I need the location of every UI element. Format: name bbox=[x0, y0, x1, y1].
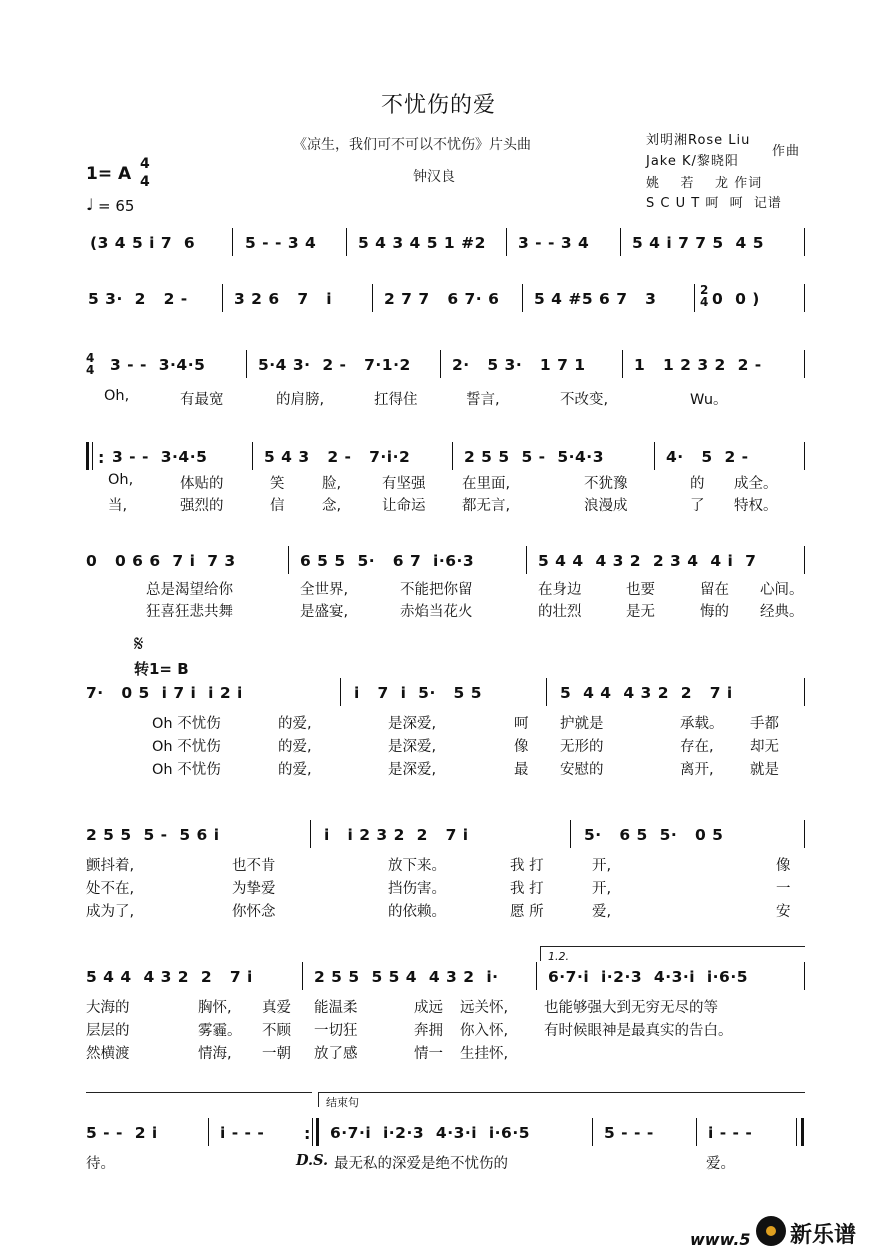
measure: 5 4 3 2 - 7·i·2 bbox=[264, 448, 411, 466]
repeat-end bbox=[312, 1118, 313, 1146]
barline bbox=[222, 284, 223, 312]
barline bbox=[804, 228, 805, 256]
measure: 4· 5 2 - bbox=[666, 448, 749, 466]
barline bbox=[804, 442, 805, 470]
lyric: 我 打 bbox=[510, 858, 544, 874]
barline bbox=[654, 442, 655, 470]
measure: 5 4 3 4 5 1 #2 bbox=[358, 234, 486, 252]
measure: i 7 i 5· 5 5 bbox=[354, 684, 483, 702]
lyric: 雾霾。 bbox=[198, 1023, 242, 1039]
repeat-end bbox=[316, 1118, 319, 1146]
lyric: 成远 bbox=[414, 1000, 443, 1016]
lyric: 有时候眼神是最真实的告白。 bbox=[544, 1023, 733, 1039]
measure: 5· 6 5 5· 0 5 bbox=[584, 826, 724, 844]
lyric: 的爱, bbox=[278, 762, 312, 778]
time-sig-top: 4 bbox=[140, 156, 150, 172]
lyric: 你入怀, bbox=[460, 1023, 509, 1039]
lyric: 的爱, bbox=[278, 716, 312, 732]
lyric: 成为了, bbox=[86, 904, 135, 920]
time-sig-bottom: 4 bbox=[140, 174, 150, 190]
measure: 6·7·i i·2·3 4·3·i i·6·5 bbox=[548, 968, 749, 986]
barline bbox=[804, 962, 805, 990]
measure: 5·4 3· 2 - 7·1·2 bbox=[258, 356, 411, 374]
lyric: 远关怀, bbox=[460, 1000, 509, 1016]
lyric: 安慰的 bbox=[560, 762, 604, 778]
lyric: 留在 bbox=[700, 582, 729, 598]
barline bbox=[570, 820, 571, 848]
lyric: 一朝 bbox=[262, 1046, 291, 1062]
lyric: 心间。 bbox=[760, 582, 804, 598]
lyric: 情一 bbox=[414, 1046, 443, 1062]
barline bbox=[506, 228, 507, 256]
measure: 6 5 5 5· 6 7 i·6·3 bbox=[300, 552, 475, 570]
lyric: 的 bbox=[690, 476, 705, 492]
lyric: 愿 所 bbox=[510, 904, 544, 920]
measure: (3 4 5 i 7 6 bbox=[90, 234, 196, 252]
lyric: 赤焰当花火 bbox=[400, 604, 473, 620]
transcriber: S C U T 呵 呵 记谱 bbox=[646, 196, 782, 211]
lyric: Oh 不忧伤 bbox=[152, 739, 221, 755]
measure: 7· 0 5 i 7 i i 2 i bbox=[86, 684, 243, 702]
lyric: 大海的 bbox=[86, 1000, 130, 1016]
lyric: 不改变, bbox=[560, 392, 609, 408]
logo-icon bbox=[756, 1216, 786, 1246]
lyric: 像 bbox=[776, 858, 791, 874]
tempo-note-icon: ♩ bbox=[86, 195, 94, 214]
final-barline bbox=[801, 1118, 804, 1146]
segno-icon: 𝄋 bbox=[134, 632, 144, 657]
lyric: 是深爱, bbox=[388, 739, 437, 755]
lyric: 安 bbox=[776, 904, 791, 920]
lyric: 待。 bbox=[86, 1156, 115, 1172]
ending-label: 结束句 bbox=[326, 1096, 359, 1109]
lyric: 也不肯 bbox=[232, 858, 276, 874]
lyric: 我 打 bbox=[510, 881, 544, 897]
measure: 0 0 ) bbox=[712, 290, 760, 308]
lyric: 能温柔 bbox=[314, 1000, 358, 1016]
subtitle: 《凉生，我们可不可以不忧伤》片头曲 bbox=[293, 137, 531, 153]
measure: 5 4 i 7 7 5 4 5 bbox=[632, 234, 764, 252]
barline bbox=[804, 678, 805, 706]
lyric: 颤抖着, bbox=[86, 858, 135, 874]
lyric: 开, bbox=[592, 858, 612, 874]
lyric: 总是渴望给你 bbox=[146, 582, 233, 598]
lyric: Oh, bbox=[104, 388, 130, 404]
barline bbox=[310, 820, 311, 848]
measure: 3 - - 3·4·5 bbox=[112, 448, 208, 466]
repeat-dots: : bbox=[304, 1124, 311, 1143]
lyric: 承载。 bbox=[680, 716, 724, 732]
site-url[interactable]: www.5 bbox=[690, 1230, 751, 1249]
lyric: 经典。 bbox=[760, 604, 804, 620]
lyric: 最无私的深爱是绝不忧伤的 bbox=[334, 1156, 508, 1172]
lyric: 放下来。 bbox=[388, 858, 446, 874]
measure: 5 4 4 4 3 2 2 7 i bbox=[560, 684, 733, 702]
lyric: 是深爱, bbox=[388, 716, 437, 732]
measure: 0 0 6 6 7 i 7 3 bbox=[86, 552, 236, 570]
lyric: 爱。 bbox=[706, 1156, 735, 1172]
lyric: 像 bbox=[514, 739, 529, 755]
lyric: 呵 bbox=[514, 716, 529, 732]
measure: 5 4 #5 6 7 3 bbox=[534, 290, 657, 308]
barline bbox=[694, 284, 695, 312]
lyric: 悔的 bbox=[700, 604, 729, 620]
ending-bracket bbox=[318, 1092, 805, 1107]
measure: 3 2 6 7 i bbox=[234, 290, 333, 308]
measure: 2 5 5 5 5 4 4 3 2 i· bbox=[314, 968, 499, 986]
lyric: 却无 bbox=[750, 739, 779, 755]
lyric: 的壮烈 bbox=[538, 604, 582, 620]
lyric: 的肩膀, bbox=[276, 392, 325, 408]
measure: 3 - - 3 4 bbox=[518, 234, 590, 252]
lyric: 有最宽 bbox=[180, 392, 224, 408]
lyric: 层层的 bbox=[86, 1023, 130, 1039]
lyric: 念, bbox=[322, 498, 342, 514]
measure: 5 3· 2 2 - bbox=[88, 290, 188, 308]
barline bbox=[804, 820, 805, 848]
lyric: 也能够强大到无穷无尽的等 bbox=[544, 1000, 718, 1016]
measure: i i 2 3 2 2 7 i bbox=[324, 826, 469, 844]
lyric: 护就是 bbox=[560, 716, 604, 732]
lyric: 全世界, bbox=[300, 582, 349, 598]
lyric: 最 bbox=[514, 762, 529, 778]
measure: 5 - - 2 i bbox=[86, 1124, 158, 1142]
lyric: 存在, bbox=[680, 739, 714, 755]
lyric: 你怀念 bbox=[232, 904, 276, 920]
tempo-marking: = 65 bbox=[98, 197, 135, 215]
lyric: 挡伤害。 bbox=[388, 881, 446, 897]
lyric: 在身边 bbox=[538, 582, 582, 598]
lyric: 脸, bbox=[322, 476, 342, 492]
lyric: 的依赖。 bbox=[388, 904, 446, 920]
lyric: 情海, bbox=[198, 1046, 232, 1062]
modulation: 转1= B bbox=[134, 660, 189, 678]
song-title: 不忧伤的爱 bbox=[381, 93, 497, 118]
lyric: 强烈的 bbox=[180, 498, 224, 514]
lyric: 都无言, bbox=[462, 498, 511, 514]
volta-label: 1.2. bbox=[548, 950, 569, 963]
lyric: 狂喜狂悲共舞 bbox=[146, 604, 233, 620]
lyric: 体贴的 bbox=[180, 476, 224, 492]
lyric: 然横渡 bbox=[86, 1046, 130, 1062]
barline bbox=[592, 1118, 593, 1146]
lyric: 一切狂 bbox=[314, 1023, 358, 1039]
lyric: 让命运 bbox=[382, 498, 426, 514]
measure: 5 4 4 4 3 2 2 3 4 4 i 7 bbox=[538, 552, 757, 570]
barline bbox=[252, 442, 253, 470]
volta-bracket bbox=[86, 1092, 312, 1107]
singer: 钟汉良 bbox=[413, 169, 455, 185]
lyric: Wu。 bbox=[690, 392, 728, 408]
lyric: 不犹豫 bbox=[584, 476, 628, 492]
key-signature: 1= A bbox=[86, 164, 132, 184]
lyric: 的爱, bbox=[278, 739, 312, 755]
barline bbox=[208, 1118, 209, 1146]
barline bbox=[536, 962, 537, 990]
barline bbox=[346, 228, 347, 256]
lyric: 在里面, bbox=[462, 476, 511, 492]
lyric: 信 bbox=[270, 498, 285, 514]
lyric: 笑 bbox=[270, 476, 285, 492]
measure: 2· 5 3· 1 7 1 bbox=[452, 356, 586, 374]
lyric: 特权。 bbox=[734, 498, 778, 514]
barline bbox=[246, 350, 247, 378]
measure: 6·7·i i·2·3 4·3·i i·6·5 bbox=[330, 1124, 531, 1142]
barline bbox=[288, 546, 289, 574]
composer-names: 刘明湘Rose Liu Jake K/黎晓阳 bbox=[646, 133, 751, 169]
lyric: 是深爱, bbox=[388, 762, 437, 778]
lyric: 是无 bbox=[626, 604, 655, 620]
barline bbox=[440, 350, 441, 378]
barline bbox=[696, 1118, 697, 1146]
lyric: 开, bbox=[592, 881, 612, 897]
barline bbox=[620, 228, 621, 256]
barline bbox=[522, 284, 523, 312]
barline bbox=[340, 678, 341, 706]
lyric: 有坚强 bbox=[382, 476, 426, 492]
barline bbox=[452, 442, 453, 470]
final-barline bbox=[796, 1118, 797, 1146]
lyric: 当, bbox=[108, 498, 128, 514]
lyric: 了 bbox=[690, 498, 705, 514]
ds-marking: D.S. bbox=[296, 1152, 329, 1169]
lyric: 为挚爱 bbox=[232, 881, 276, 897]
lyric: 扛得住 bbox=[374, 392, 418, 408]
time-sig-change: 2 4 bbox=[700, 283, 709, 309]
lyric: 无形的 bbox=[560, 739, 604, 755]
measure: 5 - - 3 4 bbox=[245, 234, 317, 252]
barline bbox=[546, 678, 547, 706]
lyric: 是盛宴, bbox=[300, 604, 349, 620]
measure: 5 - - - bbox=[604, 1124, 654, 1142]
lyric: 放了感 bbox=[314, 1046, 358, 1062]
measure: 5 4 4 4 3 2 2 7 i bbox=[86, 968, 253, 986]
lyric: 胸怀, bbox=[198, 1000, 232, 1016]
lyricist: 姚 若 龙 作词 bbox=[646, 176, 763, 191]
measure: 3 - - 3·4·5 bbox=[110, 356, 206, 374]
lyric: 也要 bbox=[626, 582, 655, 598]
barline bbox=[804, 284, 805, 312]
volta-bracket bbox=[540, 946, 805, 961]
lyric: 手都 bbox=[750, 716, 779, 732]
time-sig: 4 4 bbox=[86, 351, 95, 377]
lyric: 一 bbox=[776, 881, 791, 897]
logo-text: 新乐谱 bbox=[790, 1223, 857, 1248]
lyric: 爱, bbox=[592, 904, 612, 920]
barline bbox=[372, 284, 373, 312]
barline bbox=[526, 546, 527, 574]
repeat-start bbox=[86, 442, 89, 470]
lyric: 真爱 bbox=[262, 1000, 291, 1016]
lyric: Oh, bbox=[108, 472, 134, 488]
lyric: Oh 不忧伤 bbox=[152, 762, 221, 778]
barline bbox=[232, 228, 233, 256]
lyric: 生挂怀, bbox=[460, 1046, 509, 1062]
measure: i - - - bbox=[708, 1124, 753, 1142]
lyric: 处不在, bbox=[86, 881, 135, 897]
lyric: Oh 不忧伤 bbox=[152, 716, 221, 732]
lyric: 就是 bbox=[750, 762, 779, 778]
lyric: 浪漫成 bbox=[584, 498, 628, 514]
repeat-dots: : bbox=[98, 448, 105, 467]
measure: 2 5 5 5 - 5·4·3 bbox=[464, 448, 604, 466]
lyric: 不顾 bbox=[262, 1023, 291, 1039]
barline bbox=[804, 350, 805, 378]
lyric: 奔拥 bbox=[414, 1023, 443, 1039]
barline bbox=[622, 350, 623, 378]
barline bbox=[804, 546, 805, 574]
measure: 2 5 5 5 - 5 6 i bbox=[86, 826, 220, 844]
lyric: 成全。 bbox=[734, 476, 778, 492]
lyric: 不能把你留 bbox=[400, 582, 473, 598]
lyric: 誓言, bbox=[466, 392, 500, 408]
measure: i - - - bbox=[220, 1124, 265, 1142]
composer-role: 作曲 bbox=[772, 144, 801, 159]
barline bbox=[92, 442, 93, 470]
measure: 1 1 2 3 2 2 - bbox=[634, 356, 762, 374]
measure: 2 7 7 6 7· 6 bbox=[384, 290, 500, 308]
lyric: 离开, bbox=[680, 762, 714, 778]
barline bbox=[302, 962, 303, 990]
